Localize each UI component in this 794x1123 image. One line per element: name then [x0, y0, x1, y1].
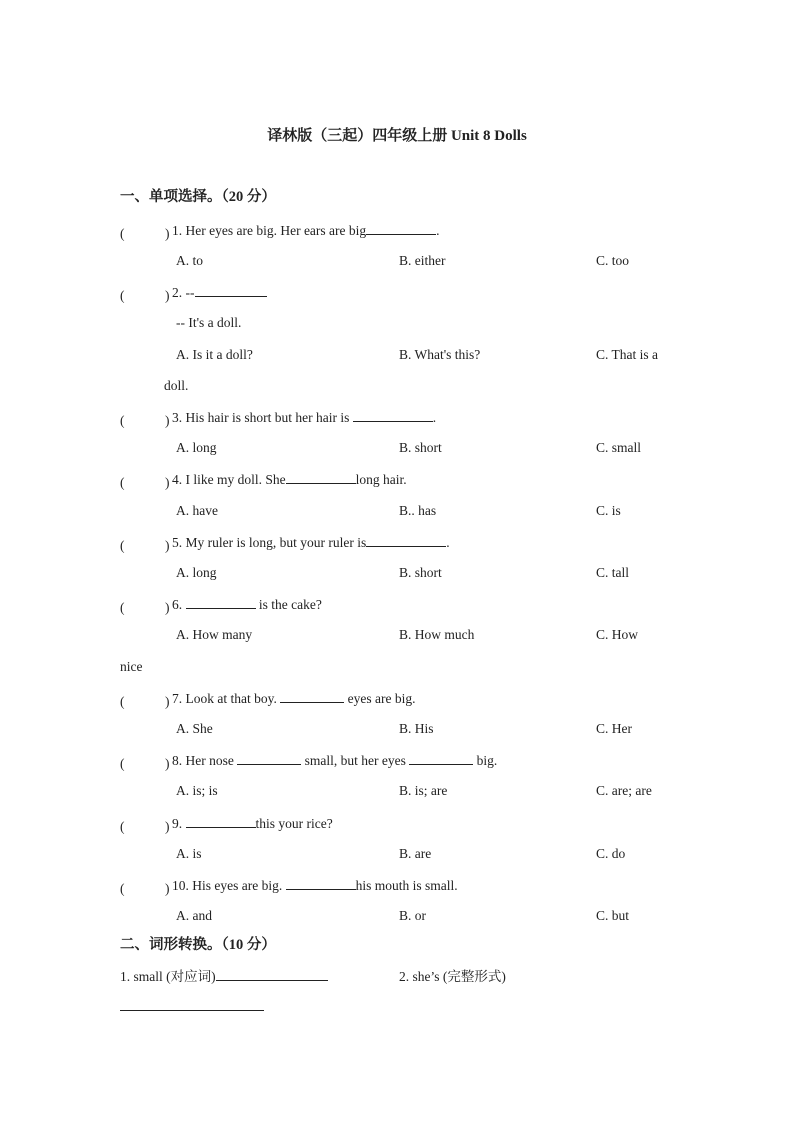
- option-2a[interactable]: A. Is it a doll?: [176, 347, 253, 362]
- question-2: 2. --: [172, 284, 267, 301]
- blank-7[interactable]: [280, 690, 344, 703]
- option-6a[interactable]: A. How many: [176, 627, 253, 642]
- page-title: 译林版（三起）四年级上册 Unit 8 Dolls: [267, 128, 527, 144]
- option-3c[interactable]: C. small: [596, 440, 642, 455]
- option-6b[interactable]: B. How much: [399, 627, 475, 642]
- answer-paren-3[interactable]: ( ): [120, 413, 170, 428]
- word-form-item-1: 1. small (对应词): [120, 965, 328, 985]
- word-form-blank-1[interactable]: [216, 968, 328, 981]
- option-1a[interactable]: A. to: [176, 253, 203, 268]
- section-2-heading: 二、词形转换。（10 分）: [120, 937, 276, 953]
- blank-10[interactable]: [286, 877, 356, 890]
- option-2b[interactable]: B. What's this?: [399, 347, 481, 362]
- option-10a[interactable]: A. and: [176, 908, 212, 923]
- section-1-heading: 一、单项选择。（20 分）: [120, 189, 276, 205]
- question-6: 6. is the cake?: [172, 597, 322, 612]
- blank-1[interactable]: [366, 222, 436, 235]
- option-5a[interactable]: A. long: [176, 565, 217, 580]
- option-7c[interactable]: C. Her: [596, 721, 632, 736]
- option-7b[interactable]: B. His: [399, 721, 434, 736]
- question-5: 5. My ruler is long, but your ruler is .: [172, 535, 450, 550]
- question-4: 4. I like my doll. She long hair.: [172, 472, 407, 487]
- question-9: 9. this your rice?: [172, 816, 333, 831]
- blank-4[interactable]: [286, 471, 356, 484]
- word-form-blank-2[interactable]: [120, 998, 264, 1011]
- option-9b[interactable]: B. are: [399, 846, 432, 861]
- answer-paren-6[interactable]: ( ): [120, 600, 170, 615]
- option-1c[interactable]: C. too: [596, 253, 630, 268]
- option-5c[interactable]: C. tall: [596, 565, 629, 580]
- blank-3[interactable]: [353, 409, 433, 422]
- option-2c-continued: doll.: [164, 378, 189, 393]
- question-2-reply: -- It's a doll.: [176, 315, 242, 330]
- option-9a[interactable]: A. is: [176, 846, 202, 861]
- option-4b[interactable]: B.. has: [399, 503, 437, 518]
- blank-8a[interactable]: [237, 752, 301, 765]
- question-7: 7. Look at that boy. eyes are big.: [172, 691, 416, 706]
- option-2c[interactable]: C. That is a: [596, 347, 658, 362]
- option-10b[interactable]: B. or: [399, 908, 426, 923]
- question-10: 10. His eyes are big. his mouth is small.: [172, 878, 458, 893]
- answer-paren-8[interactable]: ( ): [120, 756, 170, 771]
- blank-6[interactable]: [186, 596, 256, 609]
- option-4a[interactable]: A. have: [176, 503, 218, 518]
- question-8: 8. Her nose small, but her eyes big.: [172, 753, 498, 768]
- option-8b[interactable]: B. is; are: [399, 783, 448, 798]
- option-1b[interactable]: B. either: [399, 253, 446, 268]
- option-3b[interactable]: B. short: [399, 440, 442, 455]
- option-8c[interactable]: C. are; are: [596, 783, 652, 798]
- word-form-item-2: 2. she’s (完整形式): [399, 969, 506, 984]
- answer-paren-5[interactable]: ( ): [120, 538, 170, 553]
- option-3a[interactable]: A. long: [176, 440, 217, 455]
- option-5b[interactable]: B. short: [399, 565, 442, 580]
- option-6c-continued: nice: [120, 659, 143, 674]
- answer-paren-4[interactable]: ( ): [120, 475, 170, 490]
- answer-paren-1[interactable]: ( ): [120, 226, 170, 241]
- option-9c[interactable]: C. do: [596, 846, 626, 861]
- blank-8b[interactable]: [409, 752, 473, 765]
- answer-paren-9[interactable]: ( ): [120, 819, 170, 834]
- option-4c[interactable]: C. is: [596, 503, 621, 518]
- question-1: 1. Her eyes are big. Her ears are big .: [172, 223, 440, 238]
- answer-paren-2[interactable]: ( ): [120, 288, 170, 303]
- option-8a[interactable]: A. is; is: [176, 783, 218, 798]
- option-10c[interactable]: C. but: [596, 908, 630, 923]
- blank-5[interactable]: [366, 534, 446, 547]
- blank-9[interactable]: [186, 815, 256, 828]
- option-6c[interactable]: C. How: [596, 627, 639, 642]
- question-3: 3. His hair is short but her hair is .: [172, 410, 437, 425]
- answer-paren-7[interactable]: ( ): [120, 694, 170, 709]
- answer-paren-10[interactable]: ( ): [120, 881, 170, 896]
- option-7a[interactable]: A. She: [176, 721, 213, 736]
- blank-2[interactable]: [195, 284, 267, 297]
